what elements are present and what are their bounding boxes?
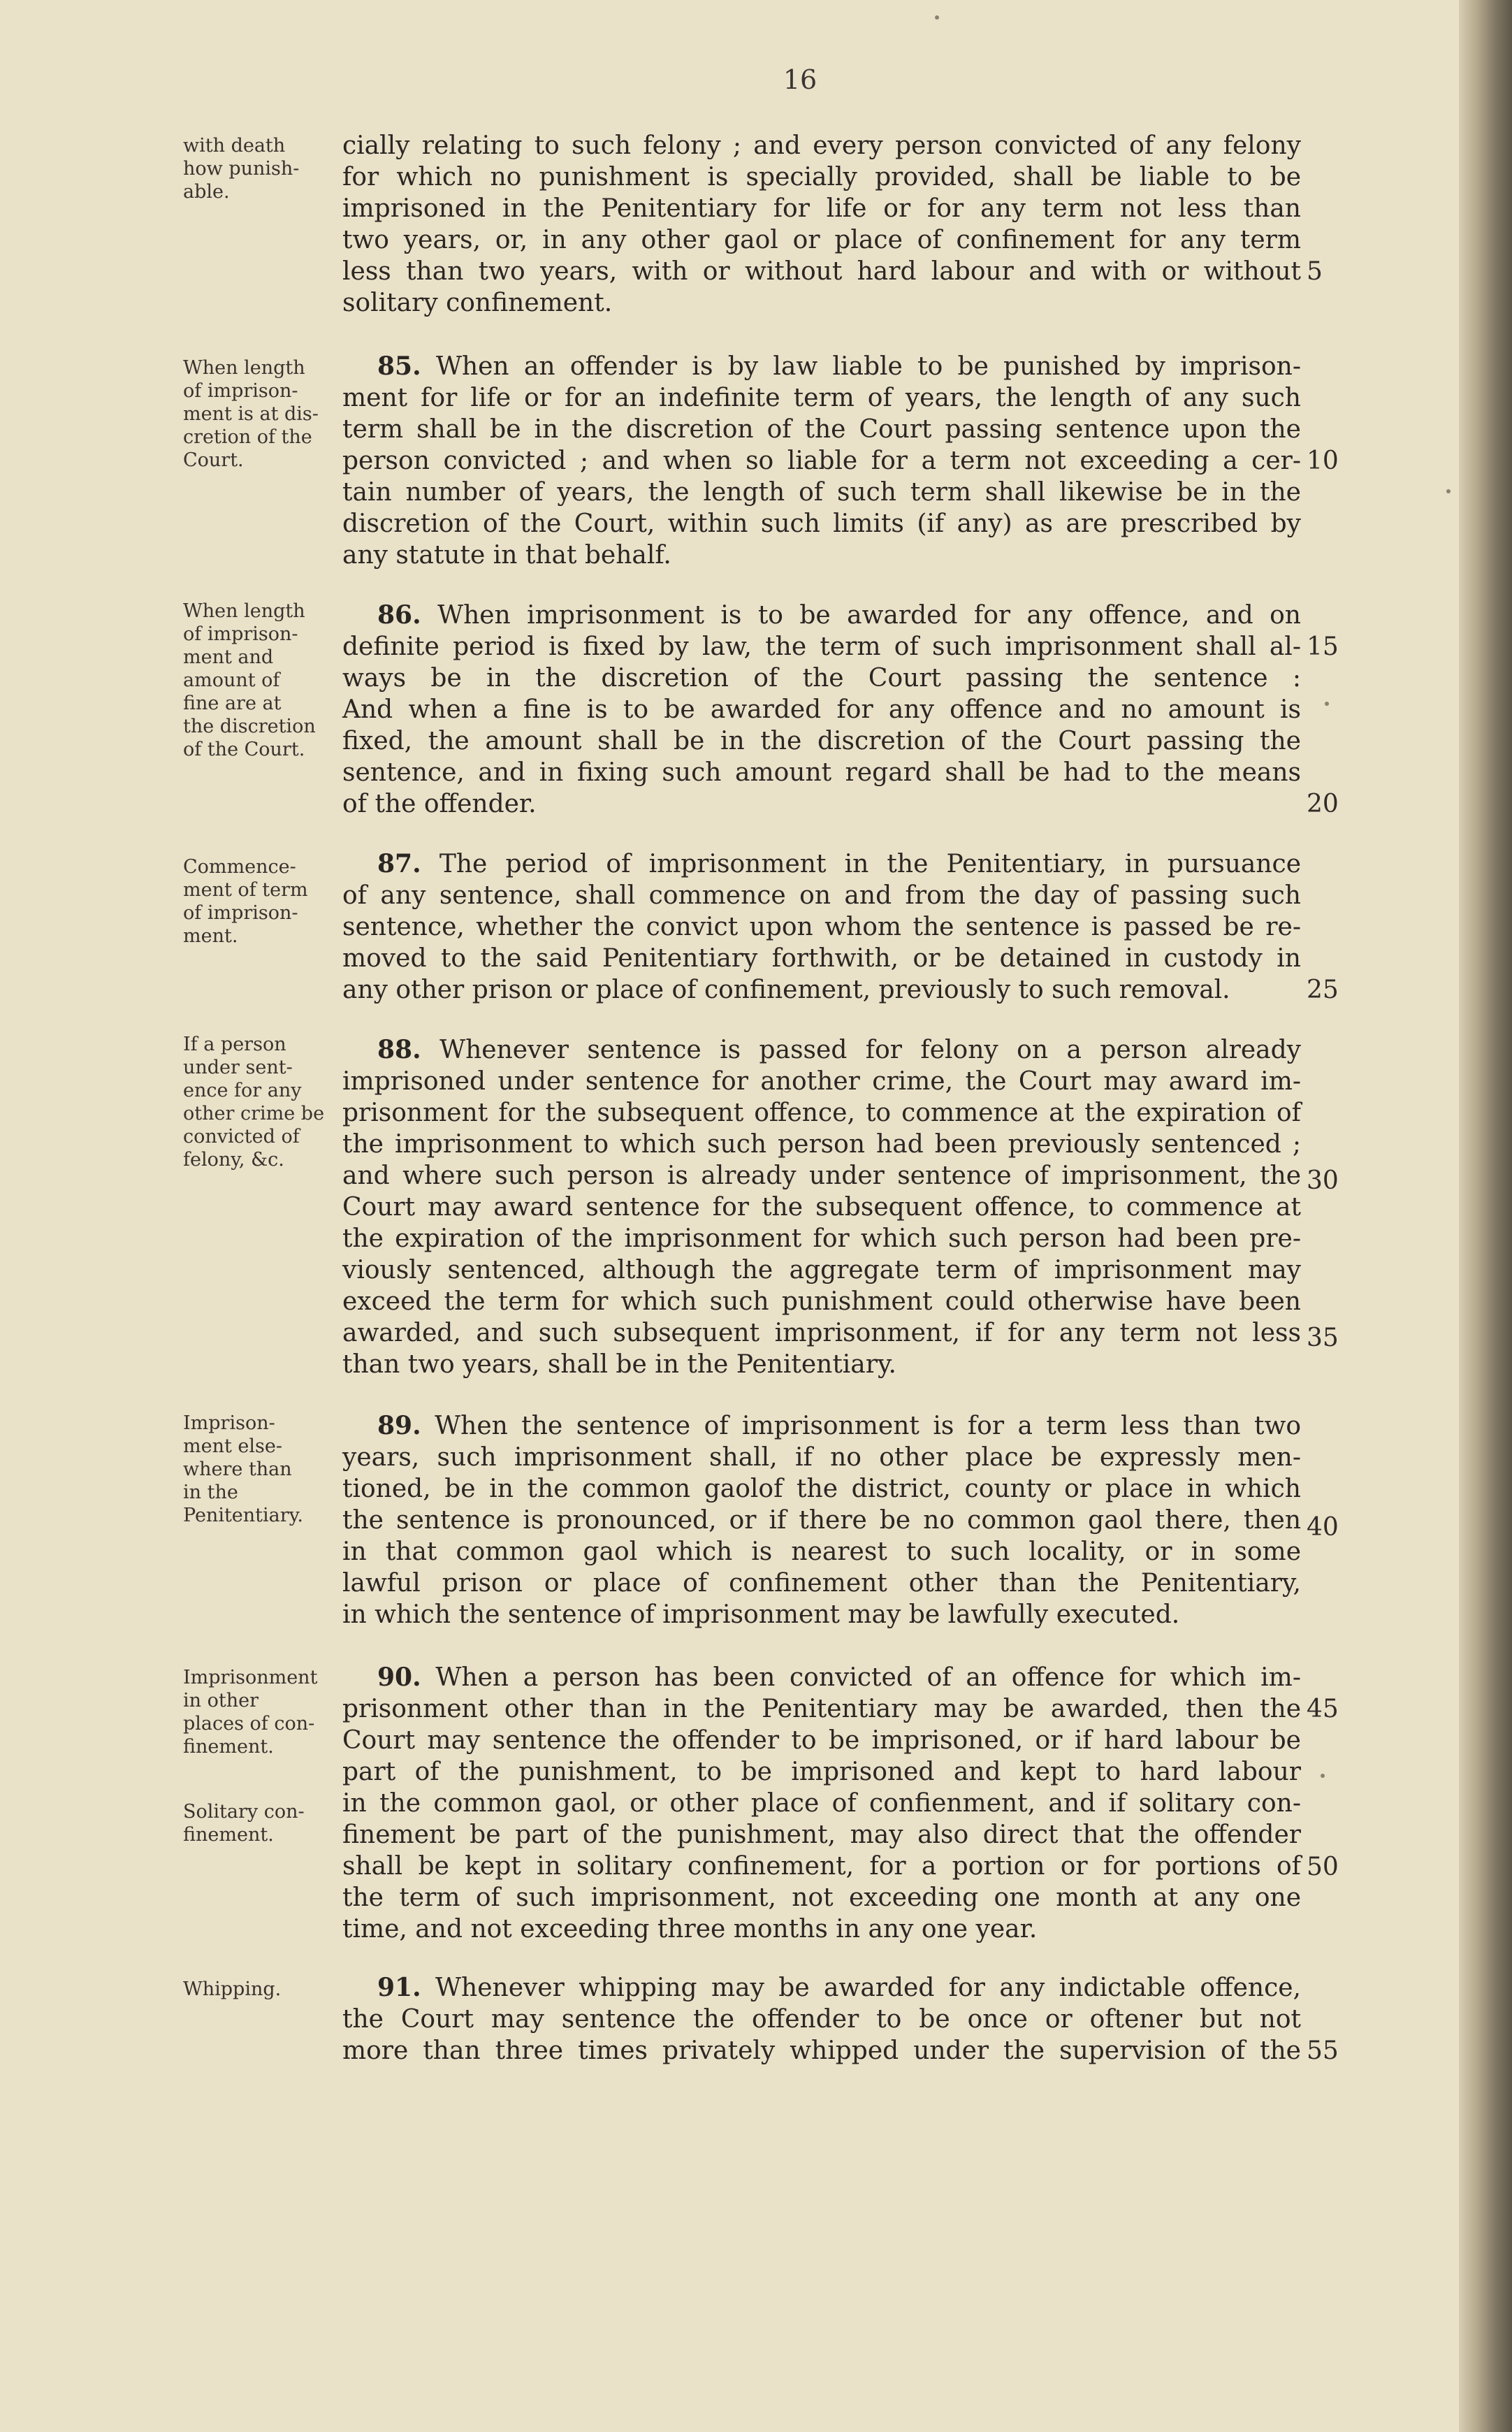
text-line: part of the punishment, to be imprisoned and kept to hard labour bbox=[342, 1758, 1301, 1786]
text-line: sentence, and in fixing such amount regard shall be had to the means bbox=[342, 758, 1301, 787]
margin-note-whipping bbox=[183, 1978, 342, 2001]
text-line: in the common gaol, or other place of confienment, and if solitary con- bbox=[342, 1789, 1301, 1818]
margin-note-line: with death bbox=[183, 135, 286, 157]
section-number: 85. bbox=[377, 352, 421, 381]
margin-note-line: of imprison- bbox=[183, 902, 298, 924]
section-number: 88. bbox=[377, 1035, 421, 1064]
margin-note-line: where than bbox=[183, 1459, 292, 1480]
margin-note-line: other crime be bbox=[183, 1103, 325, 1124]
paper-speck bbox=[935, 15, 939, 20]
text-line: term shall be in the discretion of the Court passing sentence upon the bbox=[342, 415, 1301, 444]
text-line: in that common gaol which is nearest to such locality, or in some bbox=[342, 1537, 1301, 1566]
text-line: The period of imprisonment in the Penitentiary, in pursuance bbox=[439, 850, 1301, 878]
text-line: ways be in the discretion of the Court passing the sentence : bbox=[342, 664, 1301, 693]
text-line: tain number of years, the length of such term shall likewise be in the bbox=[342, 478, 1301, 507]
text-line: discretion of the Court, within such limits (if any) as are prescribed by bbox=[342, 509, 1301, 538]
margin-note-line: ment and bbox=[183, 646, 274, 668]
text-line: Court may sentence the offender to be imprisoned, or if hard labour be bbox=[342, 1726, 1301, 1755]
text-line: exceed the term for which such punishment could otherwise have been bbox=[342, 1287, 1301, 1316]
margin-note-line: convicted of bbox=[183, 1126, 300, 1148]
margin-note-death-punishable bbox=[183, 134, 342, 203]
margin-note-line: of imprison- bbox=[183, 623, 298, 645]
section-number: 86. bbox=[377, 600, 421, 630]
paragraph-85 bbox=[342, 351, 1301, 571]
margin-note-line: Imprison- bbox=[183, 1412, 275, 1434]
margin-note-commencement bbox=[183, 855, 342, 948]
paragraph-84-continued bbox=[342, 130, 1301, 319]
margin-note-line: under sent- bbox=[183, 1057, 293, 1078]
text-line: than two years, shall be in the Penitentiary. bbox=[342, 1350, 896, 1379]
text-line: awarded, and such subsequent imprisonment, if for any term not less bbox=[342, 1319, 1301, 1347]
text-line: Whenever sentence is passed for felony on a person already bbox=[439, 1036, 1302, 1064]
margin-note-length-discretion bbox=[183, 356, 342, 472]
margin-note-line: When length bbox=[183, 357, 305, 379]
text-line: more than three times privately whipped under the supervision of the bbox=[342, 2036, 1301, 2065]
line-number: 50 bbox=[1307, 1853, 1339, 1881]
margin-note-line: If a person bbox=[183, 1034, 286, 1055]
text-line: the Court may sentence the offender to be once or oftener but not bbox=[342, 2005, 1301, 2034]
text-line: the imprisonment to which such person had been previously sentenced ; bbox=[342, 1130, 1301, 1159]
line-number: 30 bbox=[1307, 1166, 1339, 1195]
line-number: 25 bbox=[1307, 976, 1339, 1004]
text-line: When imprisonment is to be awarded for any offence, and on bbox=[437, 601, 1301, 630]
margin-note-person-under-sentence bbox=[183, 1033, 342, 1171]
margin-note-line: how punish- bbox=[183, 158, 300, 180]
margin-note-imprisonment-elsewhere bbox=[183, 1412, 342, 1527]
text-line: solitary confinement. bbox=[342, 289, 613, 317]
book-spine-shadow bbox=[1459, 0, 1512, 2432]
margin-note-line: amount of bbox=[183, 669, 280, 691]
page-number: 16 bbox=[783, 64, 817, 95]
text-line: shall be kept in solitary confinement, for a portion or for portions of bbox=[342, 1852, 1301, 1881]
text-line: finement be part of the punishment, may also direct that the offender bbox=[342, 1821, 1301, 1849]
text-line: less than two years, with or without hard labour and with or without bbox=[342, 257, 1301, 286]
text-line: two years, or, in any other gaol or place of confinement for any term bbox=[342, 226, 1301, 254]
margin-note-line: cretion of the bbox=[183, 426, 312, 448]
margin-note-line: finement. bbox=[183, 1824, 274, 1846]
margin-note-fine-discretion bbox=[183, 600, 342, 761]
paragraph-86 bbox=[342, 600, 1301, 820]
text-line: Whenever whipping may be awarded for any indictable offence, bbox=[435, 1974, 1301, 2002]
line-number: 5 bbox=[1307, 257, 1323, 286]
text-line: the sentence is pronounced, or if there be no common gaol there, then bbox=[342, 1506, 1301, 1535]
paragraph-89 bbox=[342, 1410, 1301, 1630]
paragraph-88 bbox=[342, 1034, 1301, 1380]
section-number: 87. bbox=[377, 849, 421, 878]
margin-note-line: ment is at dis- bbox=[183, 403, 319, 425]
text-line: person convicted ; and when so liable for a term not exceeding a cer- bbox=[342, 447, 1301, 475]
text-line: When an offender is by law liable to be punished by imprison- bbox=[435, 352, 1301, 381]
text-line: moved to the said Penitentiary forthwith, or be detained in custody in bbox=[342, 944, 1301, 973]
paper-speck bbox=[1325, 702, 1329, 706]
margin-note-line: ment else- bbox=[183, 1435, 282, 1457]
margin-note-solitary bbox=[183, 1800, 342, 1846]
text-line: prisonment for the subsequent offence, to commence at the expiration of bbox=[342, 1099, 1301, 1127]
line-number: 40 bbox=[1307, 1513, 1339, 1542]
text-line: time, and not exceeding three months in any one year. bbox=[342, 1915, 1038, 1944]
text-line: When the sentence of imprisonment is for a term less than two bbox=[435, 1412, 1301, 1440]
margin-note-line: felony, &c. bbox=[183, 1149, 284, 1171]
section-number: 89. bbox=[377, 1411, 421, 1440]
text-line: imprisoned under sentence for another crime, the Court may award im- bbox=[342, 1067, 1301, 1096]
paper-speck bbox=[1321, 1774, 1325, 1778]
section-number: 91. bbox=[377, 1973, 421, 2002]
margin-note-line: Whipping. bbox=[183, 1978, 282, 2000]
paragraph-91 bbox=[342, 1972, 1301, 2067]
margin-note-line: places of con- bbox=[183, 1713, 315, 1735]
margin-note-line: of the Court. bbox=[183, 739, 305, 760]
text-line: When a person has been convicted of an offence for which im- bbox=[435, 1663, 1301, 1692]
text-line: the term of such imprisonment, not exceeding one month at any one bbox=[342, 1883, 1301, 1912]
text-line: And when a fine is to be awarded for any offence and no amount is bbox=[342, 695, 1301, 724]
text-line: in which the sentence of imprisonment may be lawfully executed. bbox=[342, 1600, 1180, 1629]
section-number: 90. bbox=[377, 1663, 421, 1692]
margin-note-line: of imprison- bbox=[183, 380, 298, 402]
text-line: any other prison or place of confinement, previously to such removal. bbox=[342, 976, 1230, 1004]
text-line: the expiration of the imprisonment for which such person had been pre- bbox=[342, 1224, 1301, 1253]
text-line: fixed, the amount shall be in the discretion of the Court passing the bbox=[342, 727, 1301, 755]
margin-note-line: When length bbox=[183, 600, 305, 622]
paragraph-87 bbox=[342, 848, 1301, 1006]
text-line: definite period is fixed by law, the term of such imprisonment shall al- bbox=[342, 632, 1301, 661]
margin-note-line: able. bbox=[183, 181, 230, 203]
text-line: of any sentence, shall commence on and from the day of passing such bbox=[342, 881, 1301, 910]
line-number: 15 bbox=[1307, 632, 1339, 661]
text-line: cially relating to such felony ; and every person convicted of any felony bbox=[342, 131, 1301, 160]
text-line: tioned, be in the common gaolof the district, county or place in which bbox=[342, 1475, 1301, 1503]
text-line: years, such imprisonment shall, if no other place be expressly men- bbox=[342, 1443, 1301, 1472]
margin-note-line: in the bbox=[183, 1482, 238, 1503]
line-number: 20 bbox=[1307, 790, 1339, 818]
text-line: viously sentenced, although the aggregate term of imprisonment may bbox=[342, 1256, 1301, 1284]
text-line: imprisoned in the Penitentiary for life or for any term not less than bbox=[342, 194, 1301, 223]
text-line: Court may award sentence for the subsequent offence, to commence at bbox=[342, 1193, 1301, 1222]
text-line: prisonment other than in the Penitentiary may be awarded, then the bbox=[342, 1695, 1301, 1723]
margin-note-line: Court. bbox=[183, 449, 244, 471]
text-line: for which no punishment is specially provided, shall be liable to be bbox=[342, 163, 1301, 191]
margin-note-line: ment of term bbox=[183, 879, 308, 901]
margin-note-line: ence for any bbox=[183, 1080, 302, 1101]
margin-note-line: Commence- bbox=[183, 856, 296, 878]
paper-speck bbox=[1446, 489, 1451, 493]
margin-note-line: fine are at bbox=[183, 693, 282, 714]
text-line: lawful prison or place of confinement other than the Penitentiary, bbox=[342, 1569, 1301, 1598]
line-number: 35 bbox=[1307, 1324, 1339, 1352]
margin-note-line: Penitentiary. bbox=[183, 1505, 303, 1526]
line-number: 55 bbox=[1307, 2036, 1339, 2065]
text-line: any statute in that behalf. bbox=[342, 541, 671, 570]
paragraph-90 bbox=[342, 1662, 1301, 1945]
margin-note-line: Solitary con- bbox=[183, 1801, 305, 1823]
line-number: 45 bbox=[1307, 1695, 1339, 1723]
line-number: 10 bbox=[1307, 447, 1339, 475]
margin-note-other-places bbox=[183, 1666, 342, 1758]
margin-note-line: the discretion bbox=[183, 716, 316, 737]
text-line: sentence, whether the convict upon whom the sentence is passed be re- bbox=[342, 913, 1301, 941]
text-line: of the offender. bbox=[342, 790, 537, 818]
text-line: and where such person is already under sentence of imprisonment, the bbox=[342, 1161, 1301, 1190]
margin-note-line: Imprisonment bbox=[183, 1667, 318, 1688]
margin-note-line: ment. bbox=[183, 925, 238, 947]
text-line: ment for life or for an indefinite term of years, the length of any such bbox=[342, 384, 1301, 412]
margin-note-line: in other bbox=[183, 1690, 259, 1711]
margin-note-line: finement. bbox=[183, 1736, 274, 1758]
